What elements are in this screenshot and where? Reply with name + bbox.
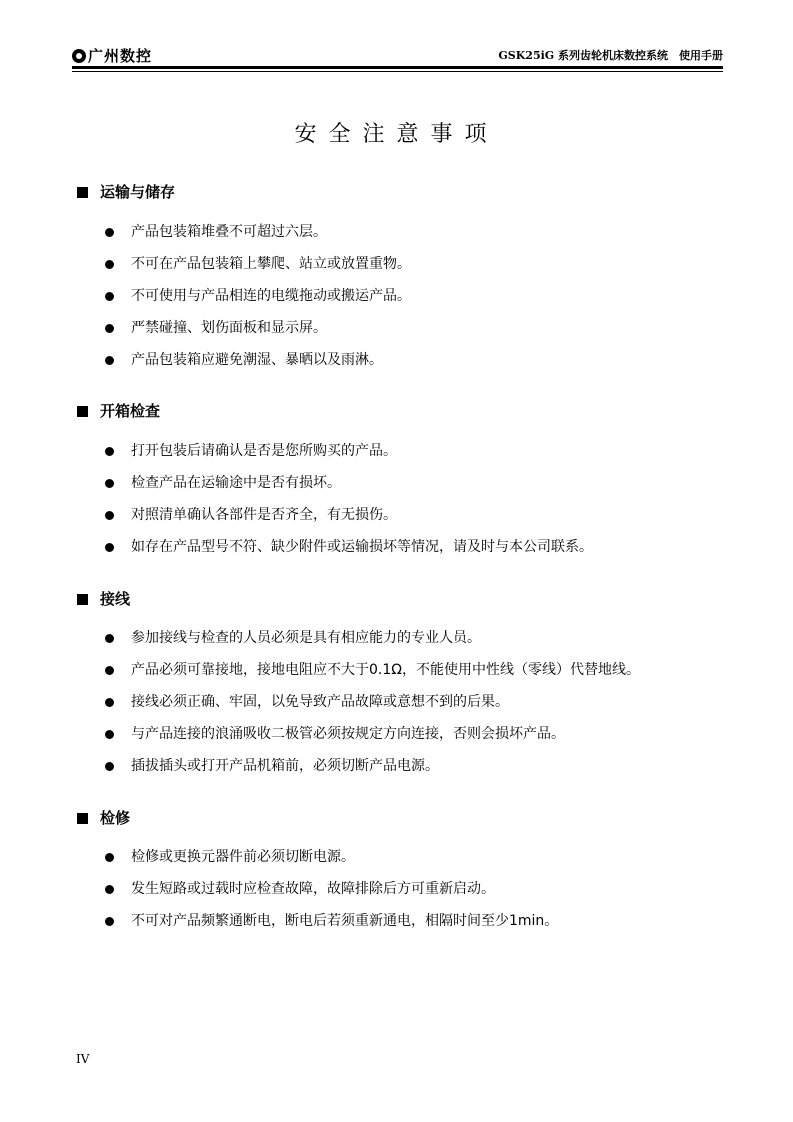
list-item-text: 严禁碰撞、划伤面板和显示屏。 xyxy=(131,320,327,336)
list-item-text: 接线必须正确、牢固，以免导致产品故障或意想不到的后果。 xyxy=(131,694,509,710)
bullet-icon xyxy=(105,292,114,301)
list-item-text: 如存在产品型号不符、缺少附件或运输损坏等情况，请及时与本公司联系。 xyxy=(131,539,593,555)
list-item-text: 检修或更换元器件前必须切断电源。 xyxy=(131,849,355,865)
bullet-icon xyxy=(105,698,114,707)
list-item xyxy=(105,441,397,461)
list-item xyxy=(105,756,439,776)
section-heading-transport xyxy=(77,182,175,202)
page-number: IV xyxy=(76,1052,90,1066)
bullet-icon xyxy=(105,447,114,456)
section-heading-text: 运输与储存 xyxy=(100,183,176,201)
list-item-text: 对照清单确认各部件是否齐全，有无损伤。 xyxy=(131,507,397,523)
section-heading-text: 开箱检查 xyxy=(100,402,161,420)
list-item xyxy=(105,724,565,744)
list-item xyxy=(105,318,327,338)
list-item xyxy=(105,628,481,648)
bullet-icon xyxy=(105,324,114,333)
bullet-icon xyxy=(105,543,114,552)
list-item-text: 打开包装后请确认是否是您所购买的产品。 xyxy=(131,443,397,459)
list-item-text: 产品包装箱应避免潮湿、暴晒以及雨淋。 xyxy=(131,352,383,368)
bullet-icon xyxy=(105,762,114,771)
section-heading-maintenance xyxy=(77,808,130,828)
list-item-text: 产品必须可靠接地，接地电阻应不大于0.1Ω，不能使用中性线（零线）代替地线。 xyxy=(131,662,640,678)
bullet-icon xyxy=(105,885,114,894)
list-item xyxy=(105,879,495,899)
bullet-icon xyxy=(105,228,114,237)
square-bullet-icon xyxy=(77,594,88,605)
list-item xyxy=(105,350,383,370)
header-title: GSK25iG 系列齿轮机床数控系统 使用手册 xyxy=(498,49,723,62)
company-logo xyxy=(72,46,152,66)
list-item-text: 与产品连接的浪涌吸收二极管必须按规定方向连接，否则会损坏产品。 xyxy=(131,726,565,742)
bullet-icon xyxy=(105,634,114,643)
list-item-text: 插拔插头或打开产品机箱前，必须切断产品电源。 xyxy=(131,758,439,774)
header-rule-thin xyxy=(72,71,723,72)
list-item-text: 发生短路或过载时应检查故障，故障排除后方可重新启动。 xyxy=(131,881,495,897)
logo-icon xyxy=(72,49,86,63)
section-heading-wiring xyxy=(77,589,130,609)
bullet-icon xyxy=(105,260,114,269)
list-item xyxy=(105,692,509,712)
list-item-text: 不可在产品包装箱上攀爬、站立或放置重物。 xyxy=(131,256,411,272)
logo-text: 广州数控 xyxy=(88,47,153,65)
bullet-icon xyxy=(105,356,114,365)
list-item xyxy=(105,222,327,242)
list-item xyxy=(105,847,355,867)
list-item-text: 不可使用与产品相连的电缆拖动或搬运产品。 xyxy=(131,288,411,304)
bullet-icon xyxy=(105,853,114,862)
page-title: 安全注意事项 xyxy=(294,122,499,147)
section-heading-text: 检修 xyxy=(100,809,131,827)
list-item xyxy=(105,473,341,493)
bullet-icon xyxy=(105,511,114,520)
list-item xyxy=(105,286,411,306)
square-bullet-icon xyxy=(77,813,88,824)
page-header xyxy=(72,46,723,66)
list-item xyxy=(105,660,640,680)
bullet-icon xyxy=(105,917,114,926)
list-item-text: 产品包装箱堆叠不可超过六层。 xyxy=(131,224,327,240)
list-item xyxy=(105,505,397,525)
section-heading-text: 接线 xyxy=(100,590,131,608)
bullet-icon xyxy=(105,730,114,739)
list-item xyxy=(105,537,593,557)
list-item-text: 不可对产品频繁通断电，断电后若须重新通电，相隔时间至少1min。 xyxy=(131,913,559,929)
list-item-text: 检查产品在运输途中是否有损坏。 xyxy=(131,475,341,491)
list-item xyxy=(105,911,558,931)
list-item xyxy=(105,254,411,274)
list-item-text: 参加接线与检查的人员必须是具有相应能力的专业人员。 xyxy=(131,630,481,646)
square-bullet-icon xyxy=(77,187,88,198)
square-bullet-icon xyxy=(77,406,88,417)
bullet-icon xyxy=(105,479,114,488)
header-rule-thick xyxy=(72,66,723,69)
section-heading-unpacking xyxy=(77,401,160,421)
bullet-icon xyxy=(105,666,114,675)
